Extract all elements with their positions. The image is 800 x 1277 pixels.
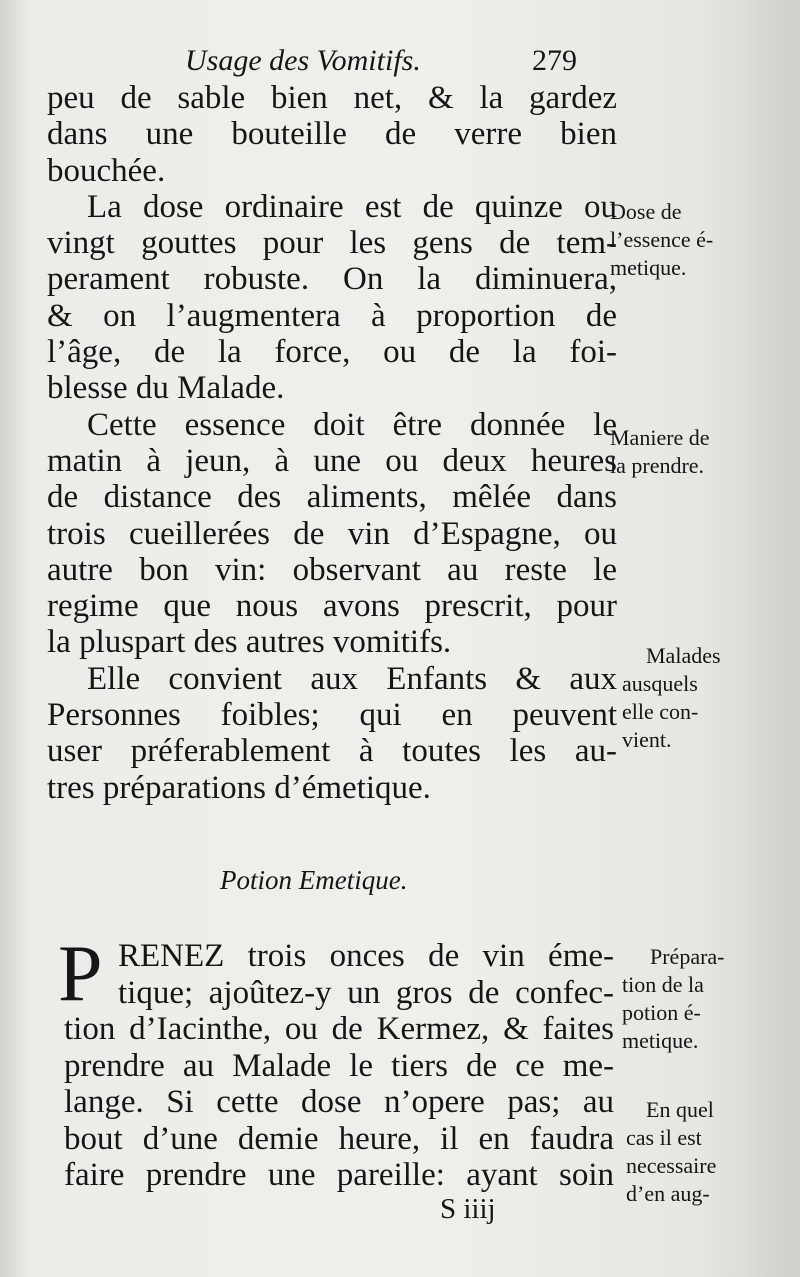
text-line: autre bon vin: observant au reste le [47, 551, 617, 588]
text-line: perament robuste. On la diminuera, [47, 261, 617, 298]
text-line: lange. Si cette dose n’opere pas; au [64, 1084, 614, 1120]
margin-note-patients: Malades ausquels elle con- vient. [622, 643, 721, 752]
main-text-block [47, 80, 617, 806]
text-line: prendre au Malade le tiers de ce me- [64, 1047, 614, 1084]
text-line: l’âge, de la force, ou de la foi- [47, 334, 617, 371]
text-line: vingt gouttes pour les gens de tem- [47, 225, 617, 262]
text-line: user préferablement à toutes les au- [47, 733, 617, 770]
section-text-block [64, 938, 614, 1194]
text-line: Elle convient aux Enfants & aux [87, 660, 617, 697]
text-line: la pluspart des autres vomitifs. [47, 624, 452, 661]
running-title: Usage des Vomitifs. [185, 44, 421, 77]
text-line: Personnes foibles; qui en peuvent [47, 697, 617, 734]
text-line: tion d’Iacinthe, ou de Kermez, & faites [64, 1011, 614, 1047]
margin-note-dose: Dose de l’essence é- metique. [610, 199, 714, 280]
text-line: matin à jeun, à une ou deux heures [47, 442, 617, 479]
text-line: RENEZ trois onces de vin éme- [118, 938, 614, 974]
text-line: peu de sable bien net, & la gardez [47, 80, 617, 116]
page-header [0, 44, 800, 84]
text-line: bouchée. [47, 152, 166, 189]
page-number: 279 [532, 44, 577, 77]
text-line: dans une bouteille de verre bien [47, 116, 617, 153]
margin-note-increase: En quel cas il est necessaire d’en aug- [626, 1097, 717, 1206]
text-line: Cette essence doit être donnée le [87, 406, 617, 443]
drop-cap: P [58, 930, 103, 1018]
signature-mark: S iiij [440, 1193, 496, 1225]
section-heading: Potion Emetique. [220, 865, 408, 895]
text-line: regime que nous avons prescrit, pour [47, 588, 617, 625]
margin-note-preparation: Prépara- tion de la potion é- metique. [622, 944, 725, 1053]
text-line: tique; ajoûtez-y un gros de confec- [118, 974, 614, 1011]
text-line: La dose ordinaire est de quinze ou [87, 188, 617, 225]
text-line: blesse du Malade. [47, 370, 285, 407]
text-line: tres préparations d’émetique. [47, 769, 431, 806]
text-line: faire prendre une pareille: ayant soin [64, 1157, 614, 1193]
text-line: trois cueillerées de vin d’Espagne, ou [47, 515, 617, 552]
text-line: & on l’augmentera à proportion de [47, 297, 617, 334]
text-line: bout d’une demie heure, il en faudra [64, 1120, 614, 1157]
text-line: de distance des aliments, mêlée dans [47, 479, 617, 516]
margin-note-method: Maniere de la prendre. [610, 425, 710, 478]
